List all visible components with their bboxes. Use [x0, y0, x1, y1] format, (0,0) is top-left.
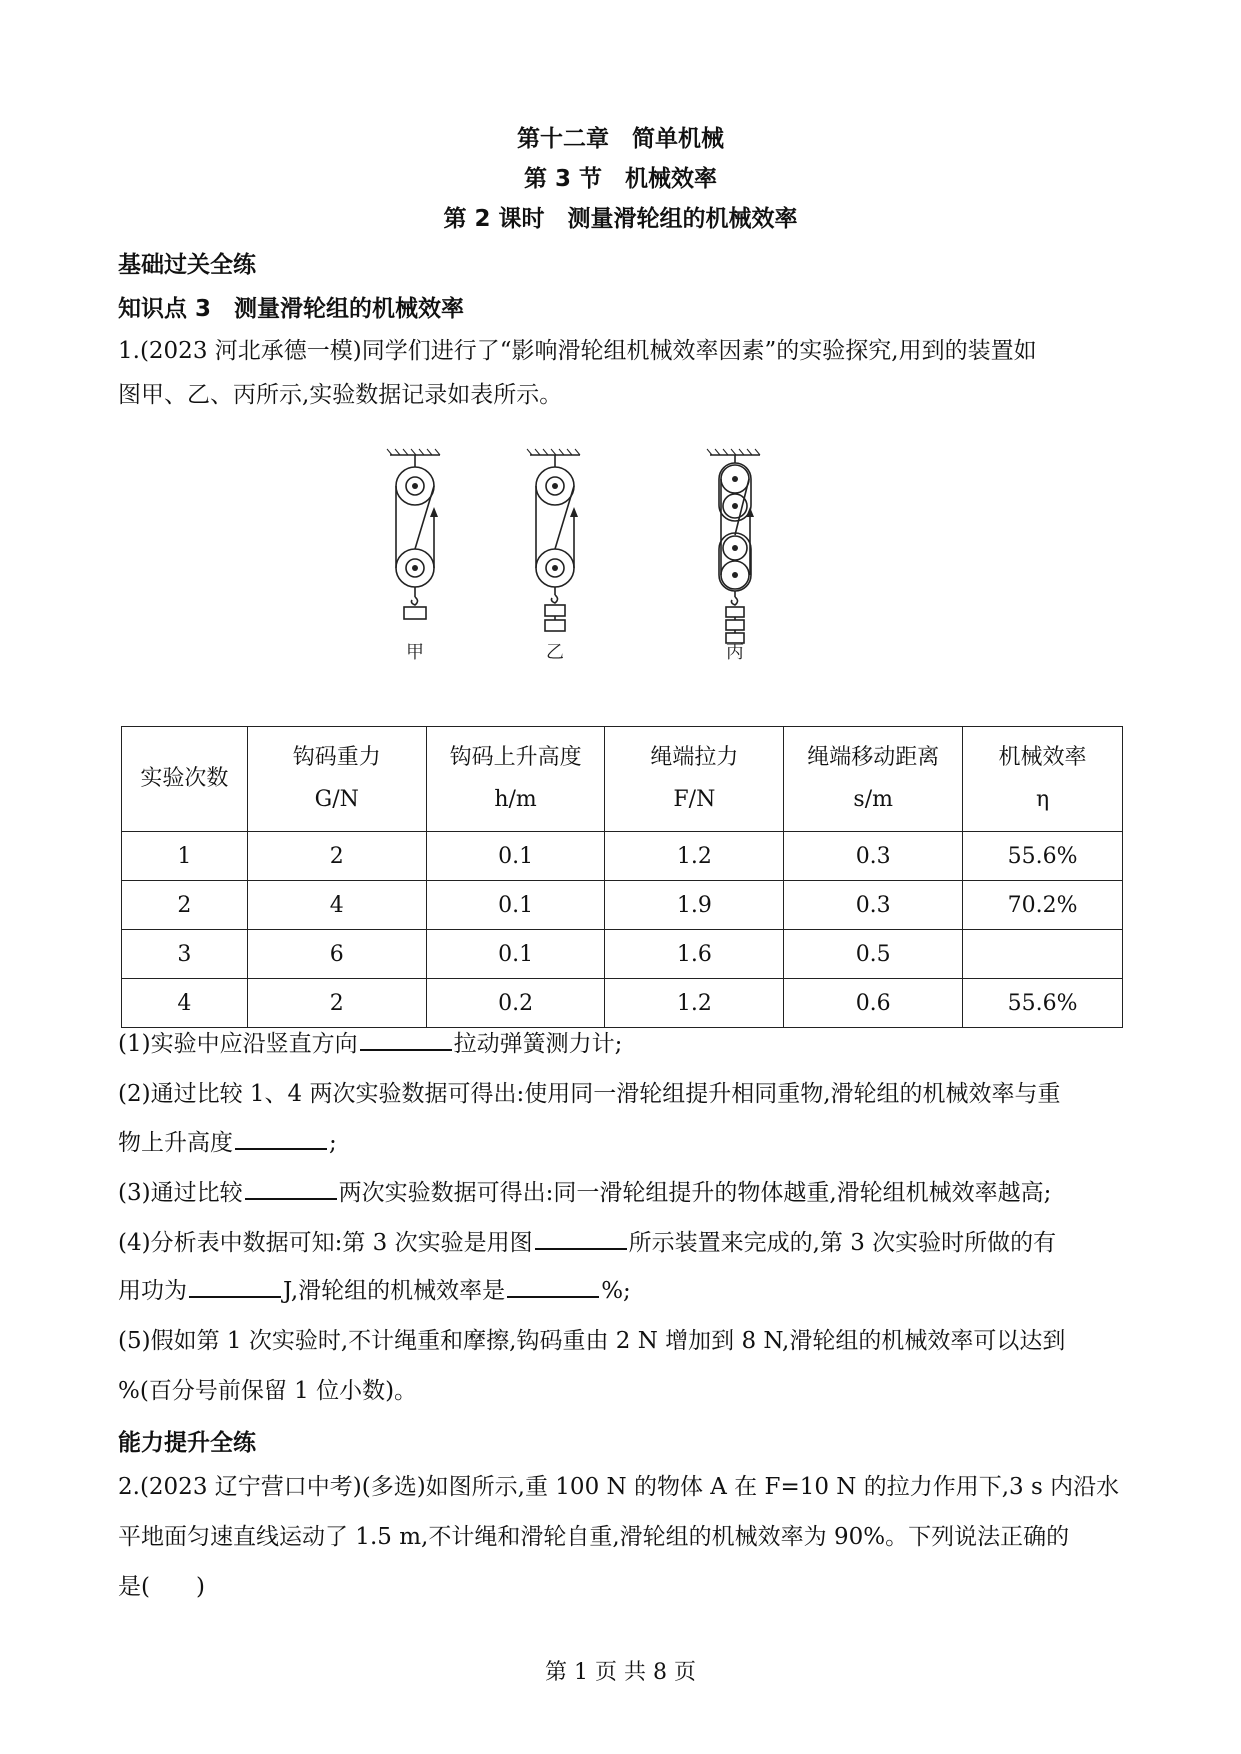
q1-sub3: (3)通过比较 两次实验数据可得出:同一滑轮组提升的物体越重,滑轮组机械效率越高;: [118, 1174, 1128, 1212]
table-cell: 0.3: [784, 881, 963, 930]
header-trial: 实验次数: [122, 727, 248, 832]
table-row: [122, 881, 1123, 930]
figure-label-jia: 甲: [406, 642, 424, 663]
q1-sub1: (1)实验中应沿竖直方向 拉动弹簧测力计;: [118, 1025, 1128, 1063]
table-cell: 1: [122, 832, 248, 881]
table-row: [122, 930, 1123, 979]
section-title: 第 3 节 机械效率: [523, 166, 718, 192]
table-cell: 4: [122, 979, 248, 1028]
q2-line1: 2.(2023 辽宁营口中考)(多选)如图所示,重 100 N 的物体 A 在 F=10 N 的拉力作用下,3 s 内沿水: [118, 1474, 1120, 1500]
answer-blank[interactable]: [507, 1274, 599, 1298]
answer-blank[interactable]: [360, 1027, 452, 1051]
table-cell: 1.6: [605, 930, 784, 979]
table-cell: 0.1: [426, 881, 605, 930]
table-cell: 6: [247, 930, 426, 979]
table-cell: 2: [247, 832, 426, 881]
pulley-figure-yi: [527, 449, 580, 663]
pulley-figures: [340, 445, 900, 685]
q1-stem-line2: 图甲、乙、丙所示,实验数据记录如表所示。: [118, 382, 563, 408]
table-cell: 55.6%: [963, 832, 1123, 881]
experiment-data-table: [121, 726, 1123, 1028]
table-row: [122, 979, 1123, 1028]
knowledge-point-heading: 知识点 3 测量滑轮组的机械效率: [118, 296, 465, 322]
table-cell: 0.1: [426, 832, 605, 881]
header-efficiency: 机械效率 η: [963, 727, 1123, 832]
lesson-title: 第 2 课时 测量滑轮组的机械效率: [443, 206, 798, 232]
q1-sub4-line2: 用功为 J,滑轮组的机械效率是 %;: [118, 1272, 1128, 1310]
table-cell: 2: [122, 881, 248, 930]
figure-label-yi: 乙: [546, 642, 564, 663]
header-height: 钩码上升高度 h/m: [426, 727, 605, 832]
part-advanced-heading: 能力提升全练: [118, 1430, 256, 1456]
table-cell: 4: [247, 881, 426, 930]
page-footer: 第 1 页 共 8 页: [545, 1660, 696, 1685]
table-cell: 0.3: [784, 832, 963, 881]
figure-label-bing: 丙: [726, 642, 744, 663]
q1-sub2-line1: (2)通过比较 1、4 两次实验数据可得出:使用同一滑轮组提升相同重物,滑轮组的机械效率与重: [118, 1081, 1061, 1107]
table-cell: 3: [122, 930, 248, 979]
pulley-figure-bing: [707, 449, 760, 663]
table-cell: 0.2: [426, 979, 605, 1028]
q2-line2: 平地面匀速直线运动了 1.5 m,不计绳和滑轮自重,滑轮组的机械效率为 90%。下列说法正确的: [118, 1524, 1070, 1550]
table-cell: [963, 930, 1123, 979]
q1-sub5-line1: (5)假如第 1 次实验时,不计绳重和摩擦,钩码重由 2 N 增加到 8 N,滑轮组的机械效率可以达到: [118, 1328, 1066, 1354]
answer-blank[interactable]: [235, 1126, 327, 1150]
table-cell: 1.2: [605, 832, 784, 881]
table-cell: 70.2%: [963, 881, 1123, 930]
table-cell: 0.1: [426, 930, 605, 979]
table-header-row: [122, 727, 1123, 832]
answer-blank[interactable]: [245, 1176, 337, 1200]
table-cell: 1.9: [605, 881, 784, 930]
table-row: [122, 832, 1123, 881]
chapter-title: 第十二章 简单机械: [517, 126, 724, 152]
q2-line3: 是( ): [118, 1574, 205, 1600]
pulley-figure-jia: [387, 449, 440, 663]
q1-sub5-line2: %(百分号前保留 1 位小数)。: [118, 1378, 418, 1404]
header-distance: 绳端移动距离 s/m: [784, 727, 963, 832]
table-cell: 2: [247, 979, 426, 1028]
table-cell: 1.2: [605, 979, 784, 1028]
q1-stem-line1: 1.(2023 河北承德一模)同学们进行了“影响滑轮组机械效率因素”的实验探究,用到的装置如: [118, 338, 1037, 364]
table-cell: 55.6%: [963, 979, 1123, 1028]
part-basic-heading: 基础过关全练: [118, 252, 256, 278]
table-cell: 0.5: [784, 930, 963, 979]
q1-sub2-line2: 物上升高度 ;: [118, 1124, 1128, 1162]
answer-blank[interactable]: [535, 1226, 627, 1250]
answer-blank[interactable]: [189, 1274, 281, 1298]
q1-sub4-line1: (4)分析表中数据可知:第 3 次实验是用图 所示装置来完成的,第 3 次实验时所做的有: [118, 1224, 1128, 1262]
header-weight: 钩码重力 G/N: [247, 727, 426, 832]
table-cell: 0.6: [784, 979, 963, 1028]
header-force: 绳端拉力 F/N: [605, 727, 784, 832]
